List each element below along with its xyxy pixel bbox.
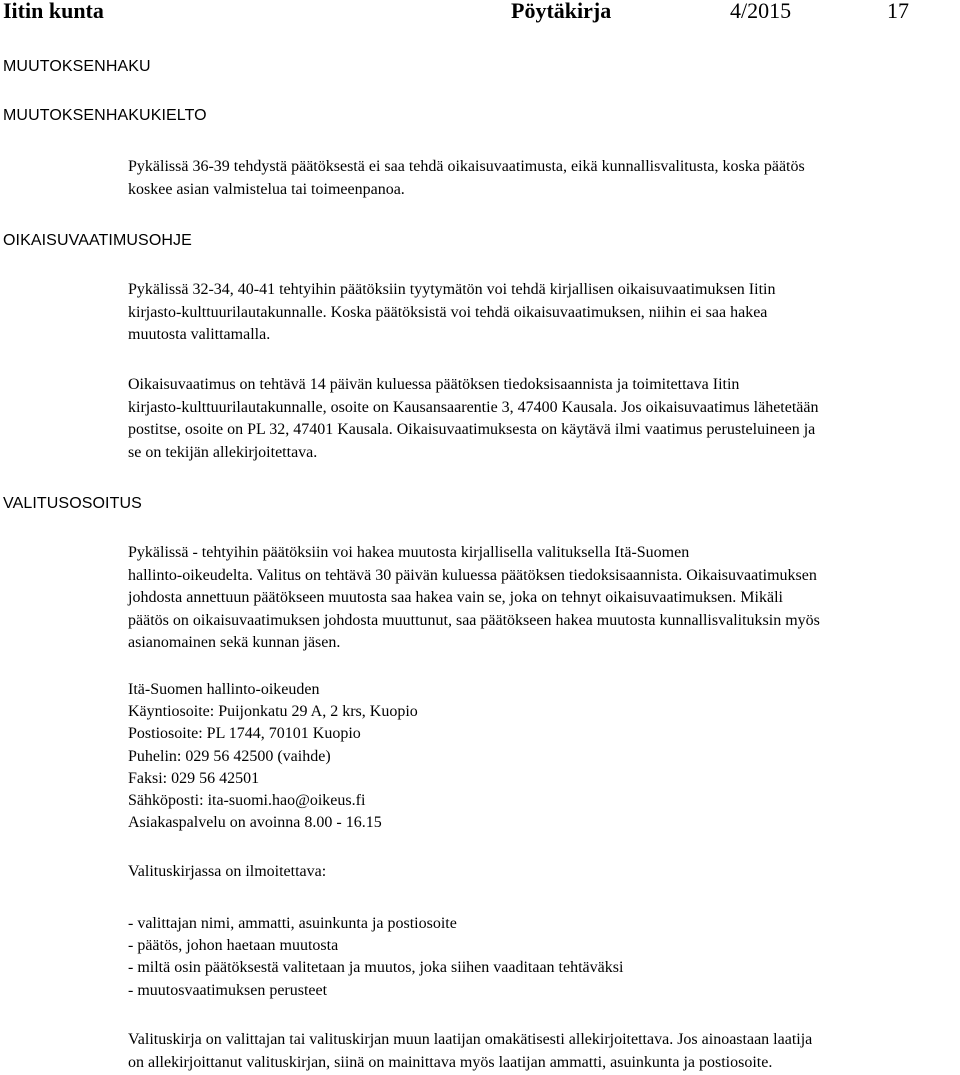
court-phone: Puhelin: 029 56 42500 (vaihde) bbox=[128, 747, 331, 765]
court-name: Itä-Suomen hallinto-oikeuden bbox=[128, 681, 320, 698]
rectification-paragraph-2 bbox=[128, 374, 956, 464]
paragraph-line: kirjasto-kulttuurilautakunnalle, osoite on Kausansaarentie 3, 47400 Kausala. Jos oikaisuvaatimus lähetetään bbox=[128, 398, 819, 416]
paragraph-line: Valituskirja on valittajan tai valituskirjan muun laatijan omakätisesti allekirjoitettava. Jos ainoastaan laatija bbox=[128, 1031, 813, 1048]
paragraph-line: Pykälissä 32-34, 40-41 tehtyihin päätöksiin tyytymätön voi tehdä kirjallisen oikaisuvaatimuksen Iitin bbox=[128, 281, 776, 298]
paragraph-line: päätös on oikaisuvaatimuksen johdosta muuttunut, saa päätökseen hakea muutosta kunnallisvalituksin myös bbox=[128, 611, 820, 629]
appeal-letter-intro: Valituskirjassa on ilmoitettava: bbox=[128, 863, 327, 880]
paragraph-line: se on tekijän allekirjoitettava. bbox=[128, 443, 318, 461]
section-valitusosoitus: VALITUSOSOITUS bbox=[3, 495, 142, 512]
list-item: - valittajan nimi, ammatti, asuinkunta ja postiosoite bbox=[128, 915, 457, 932]
list-item: - päätös, johon haetaan muutosta bbox=[128, 937, 339, 955]
court-contact-block bbox=[128, 679, 956, 834]
paragraph-line: koskee asian valmistelua tai toimeenpanoa. bbox=[128, 180, 405, 198]
page-number: 17 bbox=[887, 0, 909, 23]
section-muutoksenhakukielto: MUUTOKSENHAKUKIELTO bbox=[3, 107, 207, 124]
paragraph-line: kirjasto-kulttuurilautakunnalle. Koska päätöksistä voi tehdä oikaisuvaatimuksen, niihin ei saa hakea bbox=[128, 303, 768, 321]
paragraph-line: Oikaisuvaatimus on tehtävä 14 päivän kuluessa päätöksen tiedoksisaannista ja toimitettava Iitin bbox=[128, 376, 740, 393]
municipality-name: Iitin kunta bbox=[3, 0, 104, 23]
issue-number: 4/2015 bbox=[730, 0, 792, 23]
paragraph-line: postitse, osoite on PL 32, 47401 Kausala. Oikaisuvaatimuksesta on käytävä ilmi vaatimus perusteluineen ja bbox=[128, 421, 816, 438]
court-postal-address: Postiosoite: PL 1744, 70101 Kuopio bbox=[128, 725, 361, 743]
section-oikaisuvaatimusohje: OIKAISUVAATIMUSOHJE bbox=[3, 232, 192, 249]
rectification-paragraph-1 bbox=[128, 279, 956, 347]
requirements-list bbox=[128, 913, 956, 1002]
appeal-prohibition-paragraph bbox=[128, 156, 956, 201]
paragraph-line: johdosta annettuun päätökseen muutosta saa hakea vain se, joka on tehnyt oikaisuvaatimuksen. Mikäli bbox=[128, 589, 783, 606]
list-item: - muutosvaatimuksen perusteet bbox=[128, 981, 328, 999]
appeal-letter-requirements bbox=[128, 913, 956, 1002]
court-email: Sähköposti: ita-suomi.hao@oikeus.fi bbox=[128, 792, 366, 810]
paragraph-line: Pykälissä 36-39 tehdystä päätöksestä ei saa tehdä oikaisuvaatimusta, eikä kunnallisvalitusta, koska päätös bbox=[128, 158, 805, 175]
appeal-paragraph bbox=[128, 542, 956, 655]
paragraph-line: muutosta valittamalla. bbox=[128, 326, 271, 343]
court-opening-hours: Asiakaspalvelu on avoinna 8.00 - 16.15 bbox=[128, 814, 382, 832]
list-item: - miltä osin päätöksestä valitetaan ja muutos, joka siihen vaaditaan tehtäväksi bbox=[128, 959, 624, 977]
paragraph-line: asianomainen sekä kunnan jäsen. bbox=[128, 634, 341, 651]
court-visiting-address: Käyntiosoite: Puijonkatu 29 A, 2 krs, Kuopio bbox=[128, 703, 418, 721]
page-header bbox=[0, 0, 960, 26]
document-type: Pöytäkirja bbox=[511, 0, 612, 23]
paragraph-line: on allekirjoittanut valituskirjan, siinä on mainittava myös laatijan ammatti, asuinkunta ja postiosoite. bbox=[128, 1053, 773, 1071]
signature-requirement-paragraph bbox=[128, 1029, 956, 1074]
section-muutoksenhaku: MUUTOKSENHAKU bbox=[3, 58, 151, 75]
paragraph-line: Pykälissä - tehtyihin päätöksiin voi hakea muutosta kirjallisella valituksella Itä-Suomen bbox=[128, 544, 690, 561]
court-fax: Faksi: 029 56 42501 bbox=[128, 769, 260, 787]
paragraph-line: hallinto-oikeudelta. Valitus on tehtävä 30 päivän kuluessa päätöksen tiedoksisaannista. Oikaisuvaatimuksen bbox=[128, 566, 817, 584]
